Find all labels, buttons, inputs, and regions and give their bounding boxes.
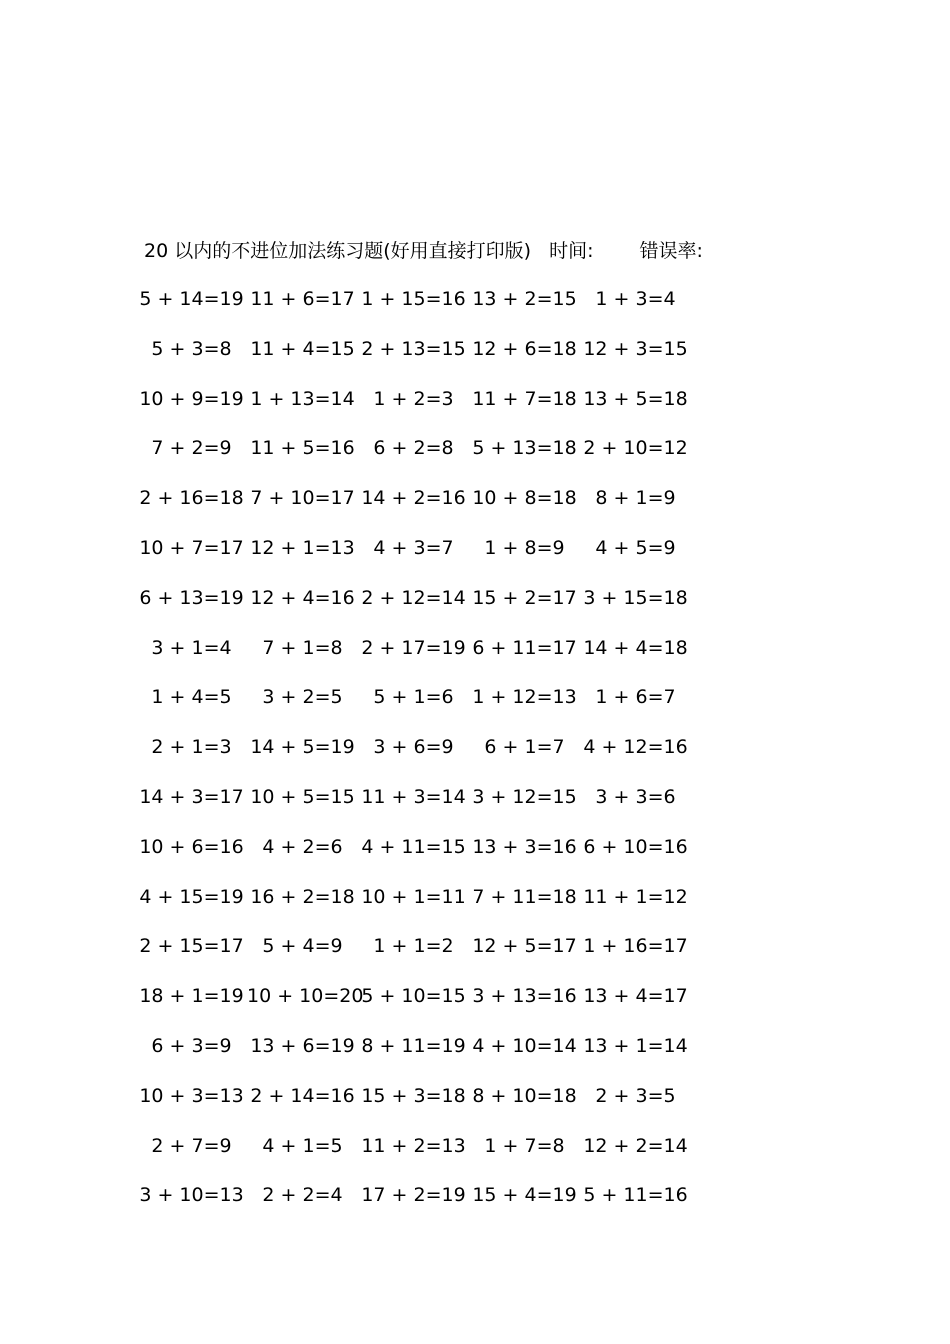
problem-row	[136, 483, 736, 533]
addition-problem: 11 + 6=17	[250, 288, 355, 310]
addition-problem: 5 + 3=8	[151, 337, 232, 360]
addition-problem: 3 + 10=13	[139, 1184, 244, 1207]
addition-problem: 7 + 1=8	[262, 636, 343, 659]
addition-problem: 14 + 5=19	[250, 736, 355, 759]
addition-problem: 3 + 13=16	[472, 985, 577, 1008]
error-rate-label: 错误率:	[639, 240, 703, 262]
addition-problem: 5 + 11=16	[583, 1184, 688, 1207]
addition-problem: 5 + 10=15	[361, 985, 466, 1008]
addition-problem: 11 + 3=14	[361, 785, 466, 808]
addition-problem: 6 + 10=16	[583, 835, 688, 858]
addition-problem: 3 + 2=5	[262, 686, 343, 709]
addition-problem: 2 + 1=3	[151, 736, 232, 759]
worksheet-header	[144, 236, 703, 266]
problem-row	[136, 1031, 736, 1081]
problem-row	[136, 633, 736, 683]
problem-row	[136, 732, 736, 782]
addition-problem: 11 + 5=16	[250, 437, 355, 460]
addition-problem: 4 + 10=14	[472, 1034, 577, 1057]
addition-problem: 7 + 11=18	[472, 885, 577, 908]
addition-problem: 2 + 16=18	[139, 487, 244, 510]
addition-problem: 1 + 3=4	[595, 288, 676, 310]
addition-problem: 13 + 4=17	[583, 985, 688, 1008]
addition-problem: 14 + 4=18	[583, 636, 688, 659]
addition-problem: 2 + 12=14	[361, 586, 466, 609]
addition-problem: 4 + 5=9	[595, 536, 676, 559]
addition-problem: 7 + 2=9	[151, 437, 232, 460]
problem-row	[136, 583, 736, 633]
addition-problem: 12 + 2=14	[583, 1134, 688, 1157]
addition-problem: 4 + 15=19	[139, 885, 244, 908]
addition-problem: 10 + 10=20	[247, 985, 364, 1008]
problem-row	[136, 433, 736, 483]
addition-problem: 6 + 1=7	[484, 736, 565, 759]
addition-problem: 8 + 1=9	[595, 487, 676, 510]
problem-row	[136, 533, 736, 583]
problem-row	[136, 1180, 736, 1230]
addition-problem: 2 + 13=15	[361, 337, 466, 360]
problem-row	[136, 384, 736, 434]
addition-problem: 5 + 14=19	[139, 288, 244, 310]
addition-problem: 10 + 7=17	[139, 536, 244, 559]
addition-problem: 10 + 1=11	[361, 885, 466, 908]
addition-problem: 10 + 6=16	[139, 835, 244, 858]
addition-problem: 15 + 3=18	[361, 1084, 466, 1107]
addition-problem: 1 + 7=8	[484, 1134, 565, 1157]
addition-problem: 6 + 11=17	[472, 636, 577, 659]
addition-problem: 13 + 5=18	[583, 387, 688, 410]
addition-problem: 10 + 9=19	[139, 387, 244, 410]
addition-problem: 11 + 7=18	[472, 387, 577, 410]
worksheet-title: 20 以内的不进位加法练习题(好用直接打印版)	[144, 240, 532, 262]
addition-problem: 2 + 2=4	[262, 1184, 343, 1207]
addition-problem: 2 + 3=5	[595, 1084, 676, 1107]
addition-problem: 1 + 1=2	[373, 935, 454, 958]
addition-problem: 6 + 3=9	[151, 1034, 232, 1057]
problem-row	[136, 682, 736, 732]
addition-problem: 14 + 2=16	[361, 487, 466, 510]
addition-problem: 17 + 2=19	[361, 1184, 466, 1207]
addition-problem: 1 + 6=7	[595, 686, 676, 709]
addition-problem: 11 + 1=12	[583, 885, 688, 908]
addition-problem: 1 + 16=17	[583, 935, 688, 958]
addition-problem: 12 + 6=18	[472, 337, 577, 360]
addition-problem: 13 + 1=14	[583, 1034, 688, 1057]
addition-problem: 2 + 15=17	[139, 935, 244, 958]
problem-row	[136, 832, 736, 882]
addition-problem: 10 + 8=18	[472, 487, 577, 510]
addition-problem: 6 + 13=19	[139, 586, 244, 609]
problem-row	[136, 1081, 736, 1131]
addition-problem: 1 + 4=5	[151, 686, 232, 709]
addition-problem: 2 + 7=9	[151, 1134, 232, 1157]
addition-problem: 5 + 13=18	[472, 437, 577, 460]
addition-problem: 1 + 12=13	[472, 686, 577, 709]
addition-problem: 3 + 3=6	[595, 785, 676, 808]
addition-problem: 2 + 10=12	[583, 437, 688, 460]
addition-problem: 4 + 11=15	[361, 835, 466, 858]
problem-row	[136, 931, 736, 981]
addition-problem: 12 + 4=16	[250, 586, 355, 609]
addition-problem: 1 + 13=14	[250, 387, 355, 410]
time-label: 时间:	[549, 240, 594, 262]
addition-problem: 8 + 11=19	[361, 1034, 466, 1057]
addition-problem: 16 + 2=18	[250, 885, 355, 908]
addition-problem: 12 + 3=15	[583, 337, 688, 360]
addition-problem: 13 + 2=15	[472, 288, 577, 310]
addition-problem: 1 + 15=16	[361, 288, 466, 310]
addition-problem: 8 + 10=18	[472, 1084, 577, 1107]
addition-problem: 2 + 17=19	[361, 636, 466, 659]
addition-problem: 12 + 5=17	[472, 935, 577, 958]
addition-problem: 13 + 6=19	[250, 1034, 355, 1057]
addition-problem: 18 + 1=19	[139, 985, 244, 1008]
addition-problem: 3 + 12=15	[472, 785, 577, 808]
addition-problem: 11 + 4=15	[250, 337, 355, 360]
addition-problem: 1 + 8=9	[484, 536, 565, 559]
problem-row	[136, 782, 736, 832]
addition-problem: 3 + 6=9	[373, 736, 454, 759]
problem-row	[136, 981, 736, 1031]
addition-problem: 4 + 3=7	[373, 536, 454, 559]
addition-problem: 4 + 1=5	[262, 1134, 343, 1157]
problem-row	[136, 1131, 736, 1181]
addition-problem: 15 + 4=19	[472, 1184, 577, 1207]
addition-problem: 3 + 15=18	[583, 586, 688, 609]
addition-problem: 4 + 12=16	[583, 736, 688, 759]
problem-grid	[136, 284, 736, 1230]
addition-problem: 2 + 14=16	[250, 1084, 355, 1107]
addition-problem: 13 + 3=16	[472, 835, 577, 858]
addition-problem: 1 + 2=3	[373, 387, 454, 410]
addition-problem: 10 + 3=13	[139, 1084, 244, 1107]
problem-row	[136, 334, 736, 384]
addition-problem: 5 + 1=6	[373, 686, 454, 709]
addition-problem: 15 + 2=17	[472, 586, 577, 609]
addition-problem: 3 + 1=4	[151, 636, 232, 659]
problem-row	[136, 882, 736, 932]
addition-problem: 14 + 3=17	[139, 785, 244, 808]
addition-problem: 12 + 1=13	[250, 536, 355, 559]
addition-problem: 6 + 2=8	[373, 437, 454, 460]
addition-problem: 4 + 2=6	[262, 835, 343, 858]
addition-problem: 5 + 4=9	[262, 935, 343, 958]
addition-problem: 11 + 2=13	[361, 1134, 466, 1157]
addition-problem: 10 + 5=15	[250, 785, 355, 808]
addition-problem: 7 + 10=17	[250, 487, 355, 510]
problem-row	[136, 284, 736, 334]
